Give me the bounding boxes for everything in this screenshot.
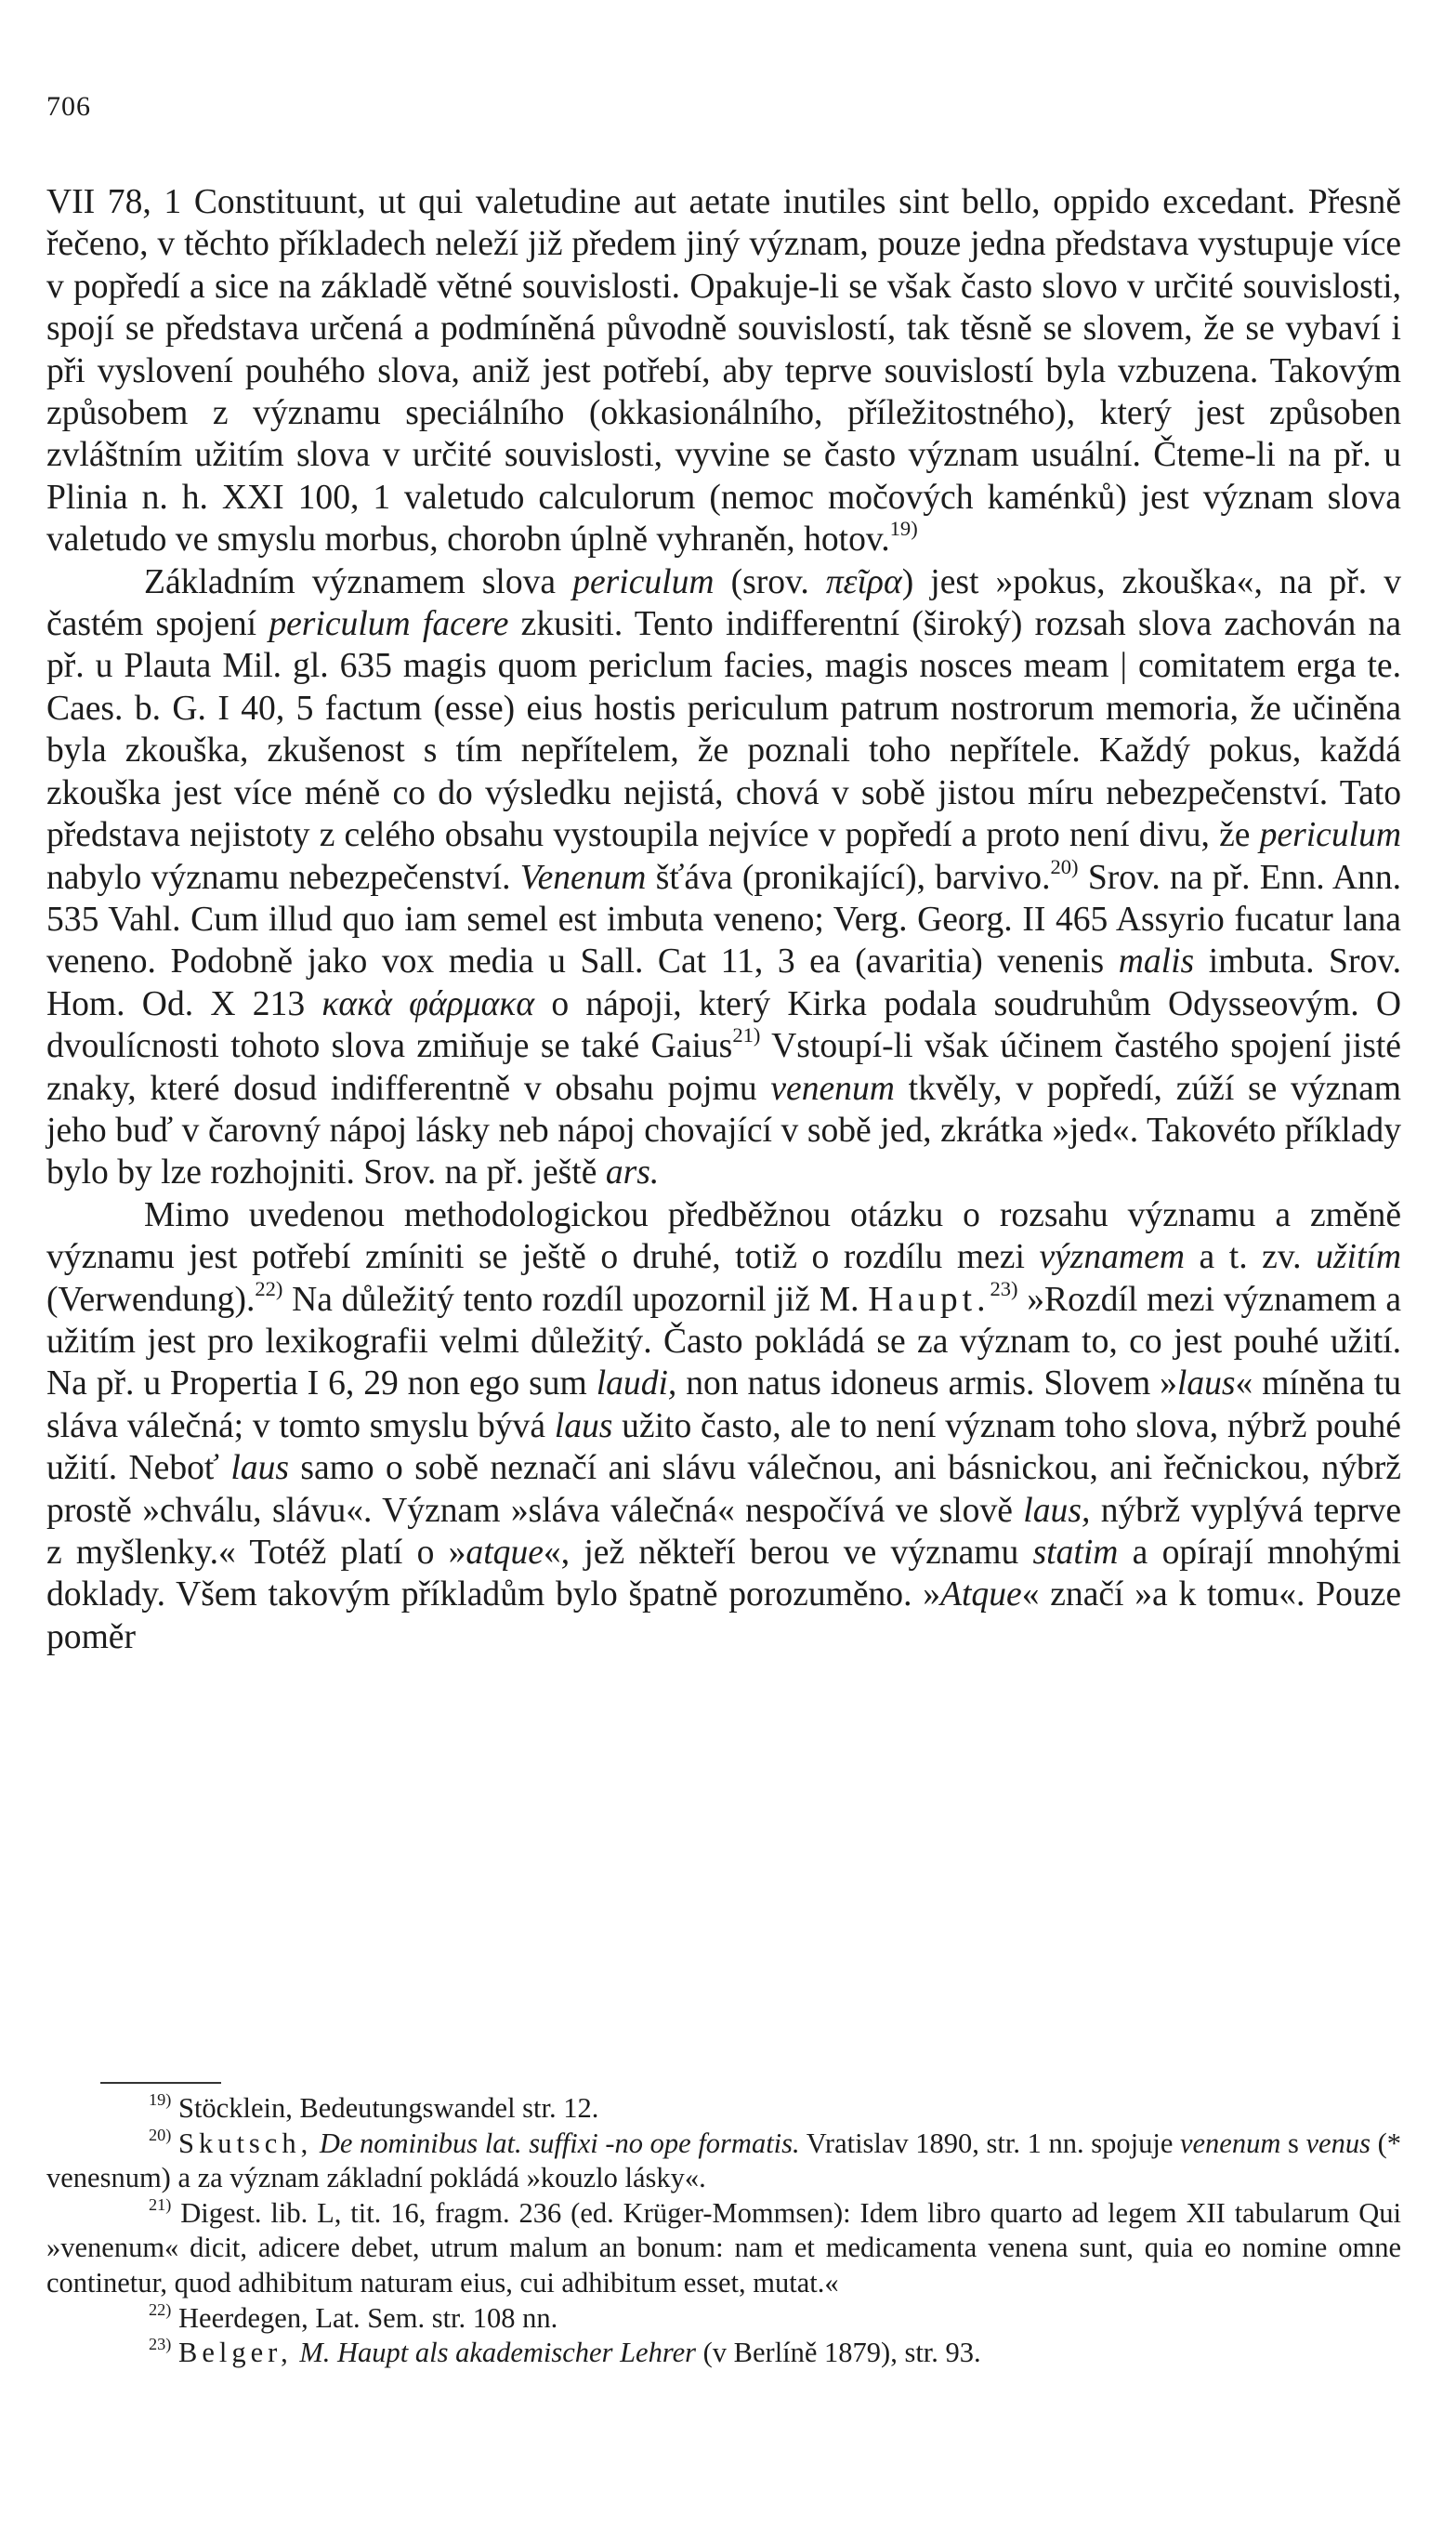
footnote [46, 2091, 1401, 2127]
spaced-run: Skutsch, [178, 2127, 313, 2159]
text-run: (* venesnum) a za význam základní pokládá »kouzlo lásky«. [46, 2127, 1401, 2194]
italic-run: venenum [770, 1069, 895, 1108]
italic-run: laus, [1023, 1491, 1091, 1530]
footnote-ref: 23) [149, 2335, 172, 2354]
footnotes [46, 2091, 1401, 2371]
italic-run: Venenum [519, 858, 647, 897]
footnote [46, 2336, 1401, 2371]
footnote [46, 2127, 1401, 2196]
text-run: Stöcklein, Bedeutungswandel str. 12. [171, 2092, 599, 2124]
italic-run: venus [1305, 2127, 1371, 2159]
italic-run: periculum facere [269, 605, 509, 644]
footnote [46, 2196, 1401, 2301]
italic-run: užitím [1316, 1238, 1401, 1277]
italic-run: periculum [1259, 816, 1401, 855]
text-run: (Verwendung). [46, 1280, 256, 1319]
text-run: nýbrž vyplývá teprve z myšlenky.« Totéž platí o » [46, 1491, 1401, 1572]
paragraph [46, 1194, 1401, 1658]
text-run: Vstoupí-li však účinem častého spojení jisté znaky, které dosud indifferentně v obsahu pojmu [46, 1027, 1401, 1108]
footnote-ref: 20) [1050, 854, 1079, 878]
footnote-ref: 19) [149, 2090, 172, 2110]
text-run: Vratislav 1890, str. 1 nn. spojuje [799, 2127, 1180, 2159]
footnote-divider [100, 2082, 221, 2084]
footnote-ref: 20) [149, 2125, 172, 2144]
text-run: « míněna tu sláva válečná; v tomto smyslu bývá [46, 1364, 1401, 1445]
text-run: a t. zv. [1184, 1238, 1317, 1277]
text-run: s [1280, 2127, 1306, 2159]
text-run: Mimo uvedenou methodologickou předběžnou otázku o rozsahu významu a změně významu jest potřebí zmíniti se ještě o druhé, totiž o rozdílu mezi [46, 1195, 1401, 1277]
italic-run: κακὰ φάρμακα [321, 984, 535, 1023]
text-run: o nápoji, který Kirka podala soudruhům Odysseovým. O dvoulícnosti tohoto slova zmiňuje se také Gaius [46, 984, 1402, 1066]
italic-run: významem [1039, 1238, 1185, 1277]
italic-run: laus [230, 1449, 290, 1488]
footnote-ref: 22) [255, 1276, 283, 1300]
text-run [171, 2337, 178, 2368]
text-run: zkusiti. Tento indifferentní (široký) rozsah slova zachován na př. u Plauta Mil. gl. 635 magis quom periclum facies, magis nosces meam | comitatem erga te. Caes. b. G. I 40, 5 factum (esse) eius hostis periculum patrum nostrorum memoria, že učiněna byla zkouška, zkušenost s tím nepřítelem, že poznali toho nepřítele. Každý pokus, každá zkouška jest více méně co do výsledku nejistá, chová v sobě jistou míru nebezpečenství. Tato představa nejistoty z celého obsahu vystoupila nejvíce v popředí a proto není divu, že [46, 605, 1401, 855]
footnote [46, 2301, 1401, 2337]
italic-run: venenum [1179, 2127, 1281, 2159]
text-run: a opírají mnohými doklady. Všem takovým příkladům bylo špatně porozuměno. » [46, 1534, 1401, 1614]
paragraph [46, 561, 1401, 1194]
italic-run: laudi, [596, 1364, 677, 1403]
text-run: Digest. lib. L, tit. 16, fragm. 236 (ed. Krüger-Mommsen): Idem libro quarto ad legem XII tabularum Qui »venenum« dicit, adicere debet, utrum malum an bonum: nam et medicamenta venena sunt, quia eo nomine omne continetur, quod adhibitum naturam eius, cui adhibitum esset, mutat.« [46, 2196, 1401, 2298]
text-run: « značí »a k tomu«. Pouze poměr [46, 1575, 1401, 1656]
text-run: nabylo významu nebezpečenství. [46, 858, 520, 897]
text-run: imbuta. Srov. Hom. Od. X 213 [46, 942, 1401, 1023]
footnote-ref: 23) [990, 1276, 1018, 1300]
italic-run: ars. [605, 1153, 660, 1192]
text-run: samo o sobě neznačí ani slávu válečnou, ani básnickou, ani řečnickou, nýbrž prostě »chválu, slávu«. Význam »sláva válečná« nespočívá ve slově [46, 1449, 1401, 1530]
text-run [312, 2127, 320, 2159]
footnote-ref: 19) [889, 517, 918, 541]
page-number: 706 [46, 91, 91, 122]
text-run: non natus idoneus armis. Slovem » [676, 1364, 1177, 1403]
text-run: (v Berlíně 1879), str. 93. [696, 2337, 981, 2369]
spaced-run: Haupt. [868, 1280, 990, 1319]
italic-run: Atque [940, 1575, 1022, 1614]
italic-run: atque [466, 1534, 544, 1572]
main-text [46, 181, 1401, 1658]
footnote-ref: 21) [149, 2194, 172, 2214]
italic-run: statim [1032, 1534, 1119, 1572]
italic-run: laus [554, 1406, 613, 1445]
text-run: Heerdegen, Lat. Sem. str. 108 nn. [171, 2301, 558, 2334]
text-run: Srov. na př. Enn. Ann. 535 Vahl. Cum illud quo iam semel est imbuta veneno; Verg. Georg. II 465 Assyrio fucatur lana veneno. Podobně jako vox media u Sall. Cat 11, 3 ea (avaritia) venenis [46, 858, 1402, 981]
text-run: «, jež někteří berou ve významu [543, 1534, 1033, 1572]
italic-run: laus [1176, 1364, 1236, 1403]
text-run: šťáva (pronikající), barvivo. [646, 858, 1051, 897]
text-run: Na důležitý tento rozdíl upozornil již M. [282, 1280, 869, 1319]
text-run [171, 2127, 178, 2159]
text-run: (srov. [714, 562, 826, 601]
italic-run: malis [1118, 942, 1195, 981]
paragraph [46, 181, 1401, 561]
text-run: VII 78, 1 Constituunt, ut qui valetudine aut aetate inutiles sint bello, oppido excedant. Přesně řečeno, v těchto příkladech neleží již předem jiný význam, pouze jedna představa vystupuje více v popředí a sice na základě větné souvislosti. Opakuje-li se však často slovo v určité souvislosti, spojí se představa určená a podmíněná původně souvislostí, tak těsně se slovem, že se vybaví i při vyslovení pouhého slova, aniž jest potřebí, aby teprve souvislostí byla vzbuzena. Takovým způsobem z významu speciálního (okkasionálního, příležitostného), který jest způsoben zvláštním užitím slova v určité souvislosti, vyvine se často význam usuální. Čteme-li na př. u Plinia n. h. XXI 100, 1 valetudo calculorum (nemoc močových kaménků) jest význam slova valetudo ve smyslu morbus, chorobn úplně vyhraněn, hotov. [46, 183, 1401, 560]
spaced-run: Belger, [178, 2337, 293, 2369]
text-run: ) jest »pokus, zkouška«, na př. v častém spojení [46, 562, 1401, 644]
text-run: užito často, ale to není význam toho slova, nýbrž pouhé užití. Neboť [46, 1406, 1401, 1488]
italic-run: periculum [572, 562, 715, 601]
text-run: Základním významem slova [144, 562, 573, 601]
footnote-ref: 22) [149, 2299, 172, 2319]
italic-run: De nominibus lat. suffixi -no ope formatis. [319, 2127, 800, 2159]
footnote-ref: 21) [732, 1023, 761, 1047]
italic-run: M. Haupt als akademischer Lehrer [299, 2337, 696, 2369]
text-run: tkvěly, v popředí, zúží se význam jeho buď v čarovný nápoj lásky neb nápoj chovající v sobě jed, zkrátka »jed«. Takovéto příklady bylo by lze rozhojniti. Srov. na př. ještě [46, 1069, 1401, 1192]
italic-run: πεῖρα [825, 562, 902, 601]
text-run: »Rozdíl mezi významem a užitím jest pro lexikografii velmi důležitý. Často pokládá se za význam to, co jest pouhé užití. Na př. u Propertia I 6, 29 non ego sum [46, 1280, 1401, 1403]
